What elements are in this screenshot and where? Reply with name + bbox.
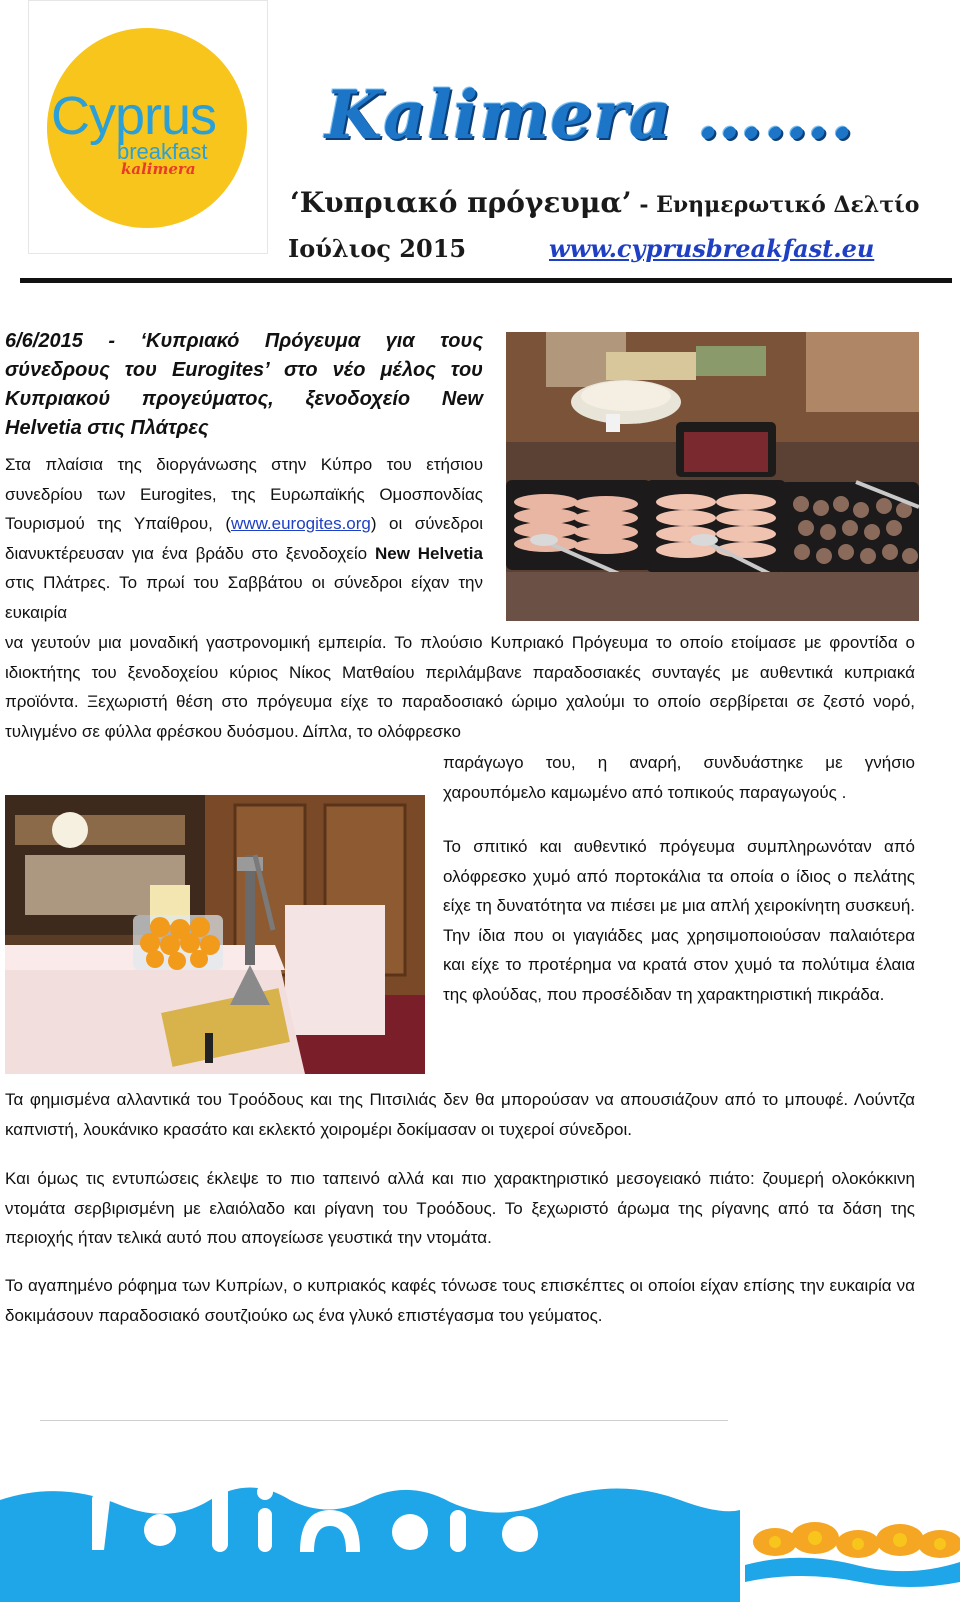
paragraph-breakfast: να γευτούν μια μοναδική γαστρονομική εμπειρία. Το πλούσιο Κυπριακό Πρόγευμα το οποίο ετοίμασε με φροντίδα ο ιδιοκτήτης του ξενοδοχείου κύριος Νίκος Ματθαίου περιλάμβανε παραδοσιακές συνταγές με αυθεντικά κυπριακά προϊόντα. Ξεχωριστή θέση στο πρόγευμα είχε το παραδοσιακό ώριμο χαλούμι το οποίο σερβίρεται σε ζεστό νορό, τυλιγμένο σε φύλλα φρέσκου δυόσμου. Δίπλα, το ολόφρεσκο xyxy=(5,633,915,741)
issue-date: Ιούλιος 2015 xyxy=(288,234,467,263)
hotel-name: New Helvetia xyxy=(374,543,483,563)
orange-juice-station-photo xyxy=(5,795,425,1074)
paragraph-juice: Το σπιτικό και αυθεντικό πρόγευμα συμπληρωνόταν από ολόφρεσκο χυμό από πορτοκάλια τα οποία ο ίδιος ο πελάτης είχε τη δυνατότητα να πιέσει με μια απλή χειροκίνητη συσκευή. Την ίδια που οι γιαγιάδες μας χρησιμοποιούσαν παλαιότερα και είχε το προτέρημα να κρατά στον χυμό τα πολύτιμα έλαια της φλούδας, που προσέδιδαν τη χαρακτηριστική πικράδα. xyxy=(443,837,915,1004)
logo-wordmark: Cyprus xyxy=(51,86,217,146)
subtitle-suffix: - Ενημερωτικό Δελτίο xyxy=(631,192,920,218)
paragraph-intro xyxy=(5,450,483,627)
paragraph-coffee: Το αγαπημένο ρόφημα των Κυπρίων, ο κυπριακός καφές τόνωσε τους επισκέπτες οι οποίοι είχαν επίσης την ευκαιρία να δοκιμάσουν παραδοσιακό σουτζιούκο ως ένα γλυκό επιστέγασμα του γεύματος. xyxy=(5,1276,915,1325)
footer-divider xyxy=(40,1420,728,1421)
logo-subword: breakfast xyxy=(117,139,208,164)
newsletter-subtitle xyxy=(290,186,919,219)
intro-text-b: ) οι σύνεδροι διανυκτέρευσαν για ένα βράδυ στο ξενοδοχείο xyxy=(5,514,483,563)
article-headline: 6/6/2015 - ‘Κυπριακό Πρόγευμα για τους σύνεδρους του Eurogites’ στο νέο μέλος του Κυπριακού προγεύματος, ξενοδοχείο New Helvetia στις Πλάτρες xyxy=(5,330,483,439)
header-divider xyxy=(20,278,952,283)
footer-kalimera-banner xyxy=(0,1470,960,1602)
paragraph-cold-cuts: Τα φημισμένα αλλαντικά του Τροόδους και της Πιτσιλιάς δεν θα μπορούσαν να απουσιάζουν από το μπουφέ. Λούντζα καπνιστή, λουκάνικο κρασάτο και εκλεκτό χοιρομέρι δοκίμασαν οι τυχεροί σύνεδροι. xyxy=(5,1090,915,1139)
eurogites-link[interactable]: www.eurogites.org xyxy=(231,514,371,533)
website-link[interactable]: www.cyprusbreakfast.eu xyxy=(549,234,875,263)
paragraph-breakfast-continued: παράγωγο του, η αναρή, συνδυάστηκε με γνήσιο χαρουπόμελο καμωμένο από τοπικούς παραγωγούς . xyxy=(443,753,915,802)
logo-tagline: kalimera xyxy=(121,160,196,178)
subtitle-main: ‘Κυπριακό πρόγευμα’ xyxy=(290,186,632,219)
buffet-cold-cuts-photo xyxy=(506,332,919,621)
intro-text-c: στις Πλάτρες. Το πρωί του Σαββάτου οι σύνεδροι είχαν την ευκαιρία xyxy=(5,573,483,622)
masthead-title: Kalimera ……. xyxy=(325,76,855,154)
intro-text-a: Στα πλαίσια της διοργάνωσης στην Κύπρο του ετήσιου συνεδρίου των Eurogites, της Ευρωπαϊκής Ομοσπονδίας Τουρισμού της Υπαίθρου, ( xyxy=(5,455,483,533)
brand-logo xyxy=(28,0,268,254)
paragraph-tomato: Και όμως τις εντυπώσεις έκλεψε το πιο ταπεινό αλλά και πιο χαρακτηριστικό μεσογειακό πιάτο: ζουμερή ολοκόκκινη ντομάτα σερβιρισμένη με ελαιόλαδο και ρίγανη του Τροόδους. Το ξεχωριστό άρωμα της ρίγανης από τα δάση της περιοχής ήταν τελικά αυτό που απογείωσε γευστικά την ντομάτα. xyxy=(5,1169,915,1247)
